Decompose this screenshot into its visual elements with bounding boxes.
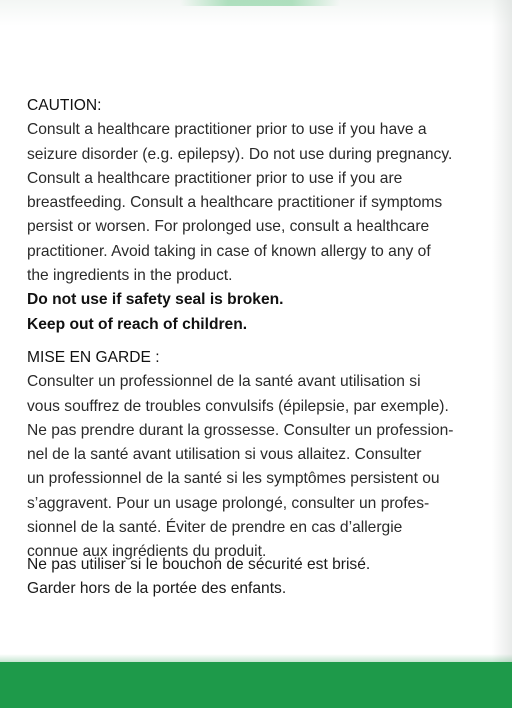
french-safety-seal-warning: Ne pas utiliser si le bouchon de sécurité est brisé. [27,556,371,573]
french-caution-line: nel de la santé avant utilisation si vous allaitez. Consulter [27,446,422,464]
french-caution-line: connue aux ingrédients du produit. [27,543,267,561]
french-caution-line: sionnel de la santé. Éviter de prendre en cas d’allergie [27,519,403,537]
french-children-warning: Garder hors de la portée des enfants. [27,580,287,598]
english-caution-section [27,94,497,337]
french-caution-line: s’aggravent. Pour un usage prolongé, consulter un profes- [27,494,430,512]
french-caution-line: un professionnel de la santé si les symptômes persistent ou [27,470,440,488]
english-caution-line: Consult a healthcare practitioner prior to use if you have a [27,121,427,139]
english-caution-line: practitioner. Avoid taking in case of known allergy to any of [27,242,431,260]
french-caution-section [27,346,497,565]
french-warnings [27,553,497,602]
french-caution-line: vous souffrez de troubles convulsifs (épilepsie, par exemple). [27,397,449,415]
french-caution-line: Consulter un professionnel de la santé avant utilisation si [27,373,421,391]
english-caution-heading: CAUTION: [27,97,102,114]
english-caution-line: breastfeeding. Consult a healthcare practitioner if symptoms [27,194,443,212]
english-safety-seal-warning: Do not use if safety seal is broken. [27,291,284,309]
english-caution-line: the ingredients in the product. [27,267,233,285]
english-caution-line: seizure disorder (e.g. epilepsy). Do not use during pregnancy. [27,145,453,163]
english-caution-line: persist or worsen. For prolonged use, consult a healthcare [27,218,430,236]
english-children-warning: Keep out of reach of children. [27,315,248,333]
bottom-green-band [0,662,512,708]
english-caution-line: Consult a healthcare practitioner prior to use if you are [27,169,403,187]
french-caution-heading: MISE EN GARDE : [27,349,160,366]
french-caution-line: Ne pas prendre durant la grossesse. Consulter un profession- [27,421,454,439]
top-green-strip [180,0,340,6]
